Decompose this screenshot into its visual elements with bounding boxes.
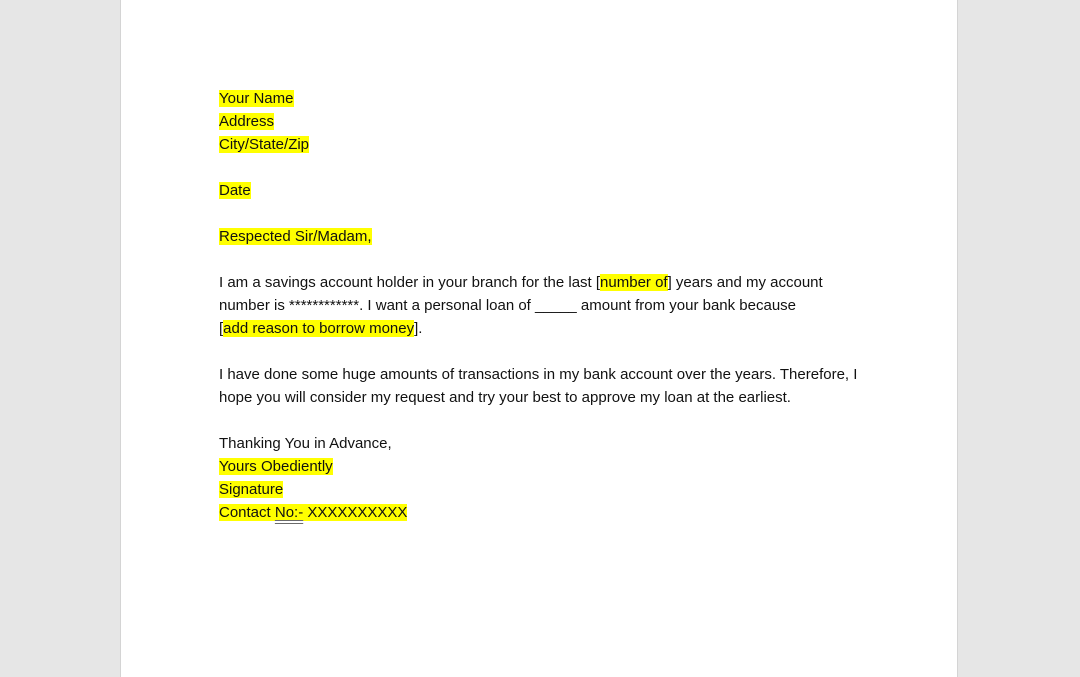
closing-thanks: Thanking You in Advance, [219,435,392,452]
paragraph1-line1 [219,271,869,294]
sender-city-line [219,133,869,156]
contact-no-label: No:- [274,504,304,521]
date-line [219,179,869,202]
p1-bracket-open: [ [219,320,224,337]
salutation-line [219,225,869,248]
sender-name: Your Name [219,90,294,107]
spacer [219,156,869,179]
letter-body[interactable] [219,87,869,524]
contact-value: XXXXXXXXXX [303,504,408,521]
contact-highlight [219,504,407,521]
paragraph2-line2: hope you will consider my request and try your best to approve my loan at the earliest. [219,389,791,406]
p1-text-suffix: ] years and my account [667,274,823,291]
contact-line [219,501,869,524]
salutation: Respected Sir/Madam, [219,228,372,245]
spacer [219,340,869,363]
p1-placeholder-years: number of [600,274,668,291]
sender-address-line [219,110,869,133]
sender-name-line [219,87,869,110]
spacer [219,409,869,432]
closing-yours-line [219,455,869,478]
spacer [219,202,869,225]
sender-city-state-zip: City/State/Zip [219,136,310,153]
contact-label: Contact [219,504,275,521]
letter-date: Date [219,182,251,199]
paragraph1-line2: number is ************. I want a personal loan of _____ amount from your bank because [219,297,797,314]
p1-placeholder-reason: add reason to borrow money [223,320,415,337]
p1-text-prefix: I am a savings account holder in your branch for the last [ [219,274,601,291]
p1-bracket-close: ]. [414,320,423,337]
paragraph1-line3 [219,317,869,340]
document-page [120,0,958,677]
spacer [219,248,869,271]
sender-address: Address [219,113,275,130]
closing-yours: Yours Obediently [219,458,333,475]
signature-line [219,478,869,501]
paragraph2-line1: I have done some huge amounts of transactions in my bank account over the years. Therefore, I [219,366,858,383]
signature: Signature [219,481,284,498]
